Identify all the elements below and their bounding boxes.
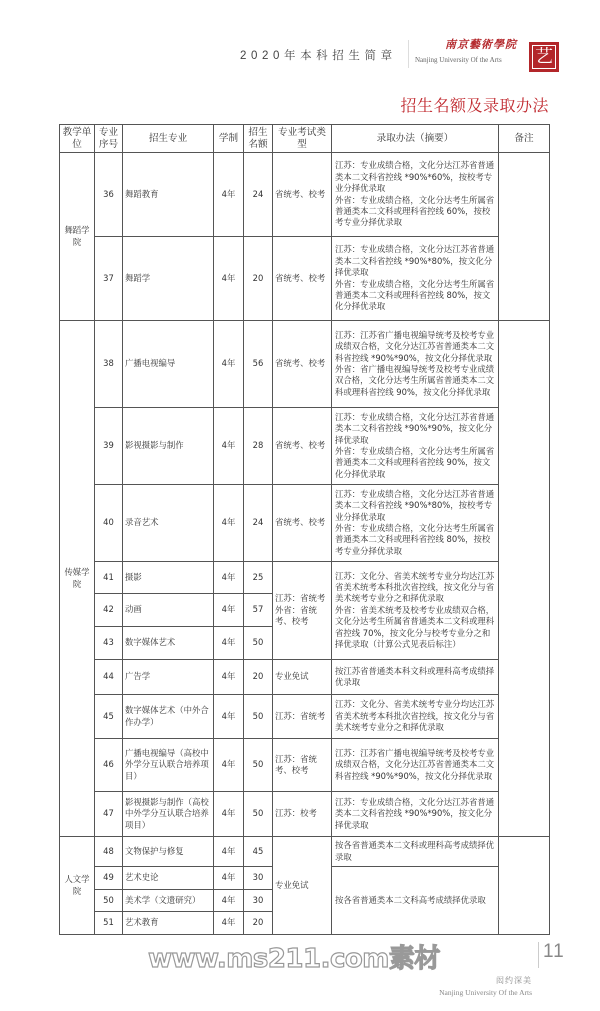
table-row (60, 660, 550, 695)
header-notes: 备注 (499, 125, 550, 153)
table-row (60, 237, 550, 321)
exam-type-cell: 专业免试 (273, 660, 332, 695)
quota-cell: 28 (244, 408, 273, 485)
major-cell: 艺术教育 (123, 912, 214, 935)
seq-cell: 42 (95, 594, 123, 627)
exam-type-cell: 江苏：省统考 外省：省统考、校考 (273, 562, 332, 660)
duration-cell: 4年 (214, 739, 244, 792)
method-other-provinces: 外省：省美术统考及校考专业成绩双合格，文化分达考生所属省普通类本二文科或理科省控线 70%，按文化分与校考专业分之和择优录取（计算公式见表后标注） (335, 604, 495, 649)
quota-cell: 50 (244, 739, 273, 792)
duration-cell: 4年 (214, 485, 244, 562)
unit-cell: 舞蹈学院 (60, 153, 95, 321)
method-jiangsu: 江苏：江苏省广播电视编导统考及校考专业成绩双合格，文化分达江苏省普通类本二文科省控线 *90%*90%，按文化分择优录取 (335, 329, 495, 363)
section-title: 招生名额及录取办法 (400, 96, 549, 115)
major-cell: 广告学 (123, 660, 214, 695)
exam-type-cell: 江苏：校考 (273, 792, 332, 837)
quota-cell: 50 (244, 792, 273, 837)
duration-cell: 4年 (214, 627, 244, 660)
seq-cell: 46 (95, 739, 123, 792)
exam-type-cell: 专业免试 (273, 837, 332, 935)
duration-cell: 4年 (214, 837, 244, 867)
major-cell: 美术学（文遗研究） (123, 890, 214, 912)
quota-cell: 45 (244, 837, 273, 867)
notes-cell (499, 153, 550, 321)
duration-cell: 4年 (214, 562, 244, 594)
quota-cell: 20 (244, 660, 273, 695)
method-other-provinces: 外省：省广播电视编导统考及校考专业成绩双合格，文化分达考生所属省普通类本二文科或理科省控线 90%，按文化分择优录取 (335, 364, 495, 397)
table-row (60, 695, 550, 739)
major-cell: 舞蹈学 (123, 237, 214, 321)
method-jiangsu: 江苏：专业成绩合格，文化分达江苏省普通类本二文科省控线 *90%*80%，按文化分择优录取 (335, 244, 495, 278)
method-jiangsu: 江苏：专业成绩合格，文化分达江苏省普通类本二文科省控线 *90%*60%，按校考专业分择优录取 (335, 160, 495, 194)
quota-cell: 24 (244, 153, 273, 237)
table-row (60, 153, 550, 237)
quota-cell: 25 (244, 562, 273, 594)
seq-cell: 37 (95, 237, 123, 321)
seq-cell: 44 (95, 660, 123, 695)
method-cell (332, 408, 499, 485)
method-jiangsu: 江苏：专业成绩合格，文化分达江苏省普通类本二文科省控线 *90%*90%，按文化分择优录取 (335, 796, 495, 830)
quota-cell: 30 (244, 867, 273, 890)
method-text: 按各省普通类本二文科或理科高考成绩择优录取 (335, 840, 495, 862)
major-cell: 舞蹈教育 (123, 153, 214, 237)
table-header-row (60, 125, 550, 153)
admission-table (59, 124, 550, 935)
major-cell: 动画 (123, 594, 214, 627)
seq-cell: 41 (95, 562, 123, 594)
method-cell (332, 237, 499, 321)
method-cell (332, 792, 499, 837)
footer-divider (538, 942, 539, 968)
method-cell (332, 837, 499, 867)
seq-cell: 36 (95, 153, 123, 237)
method-cell (332, 867, 499, 935)
unit-cell: 传媒学院 (60, 321, 95, 837)
table-row (60, 485, 550, 562)
quota-cell: 20 (244, 912, 273, 935)
seq-cell: 40 (95, 485, 123, 562)
header-method: 录取办法（摘要） (332, 125, 499, 153)
page-number: 11 (543, 941, 565, 962)
method-cell (332, 660, 499, 695)
notes-cell (499, 837, 550, 935)
watermark: www.ms211.com素材 (148, 944, 440, 974)
table-row (60, 562, 550, 594)
exam-type-cell: 省统考、校考 (273, 408, 332, 485)
university-logo-cn: 南京藝術學院 (445, 38, 517, 51)
seq-cell: 50 (95, 890, 123, 912)
duration-cell: 4年 (214, 408, 244, 485)
duration-cell: 4年 (214, 153, 244, 237)
quota-cell: 24 (244, 485, 273, 562)
quota-cell: 20 (244, 237, 273, 321)
seq-cell: 49 (95, 867, 123, 890)
header-quota: 招生名额 (244, 125, 273, 153)
method-text: 按江苏省普通类本科文科或理科高考成绩择优录取 (335, 665, 495, 687)
quota-cell: 57 (244, 594, 273, 627)
notes-cell (499, 321, 550, 837)
seq-cell: 39 (95, 408, 123, 485)
method-text: 按各省普通类本二文科高考成绩择优录取 (335, 894, 486, 905)
seq-cell: 48 (95, 837, 123, 867)
seq-cell: 43 (95, 627, 123, 660)
method-other-provinces: 外省：专业成绩合格，文化分达考生所属省普通类本二文科或理科省控线 60%，按校考专业分择优录取 (335, 194, 495, 228)
exam-type-cell: 省统考、校考 (273, 321, 332, 408)
table-row (60, 408, 550, 485)
header-major: 招生专业 (123, 125, 214, 153)
major-cell: 艺术史论 (123, 867, 214, 890)
major-cell: 数字媒体艺术（中外合作办学） (123, 695, 214, 739)
duration-cell: 4年 (214, 912, 244, 935)
major-cell: 广播电视编导 (123, 321, 214, 408)
major-cell: 数字媒体艺术 (123, 627, 214, 660)
brochure-title: 2020年本科招生简章 (240, 50, 397, 62)
duration-cell: 4年 (214, 594, 244, 627)
quota-cell: 50 (244, 695, 273, 739)
method-other-provinces: 外省：专业成绩合格，文化分达考生所属省普通类本二文科或理科省控线 90%，按文化分择优录取 (335, 446, 495, 479)
exam-type-cell: 江苏：省统考 (273, 695, 332, 739)
major-cell: 文物保护与修复 (123, 837, 214, 867)
university-logo-en: Nanjing University Of the Arts (415, 56, 502, 64)
duration-cell: 4年 (214, 695, 244, 739)
method-cell (332, 321, 499, 408)
exam-type-cell: 省统考、校考 (273, 153, 332, 237)
exam-type-cell: 省统考、校考 (273, 485, 332, 562)
duration-cell: 4年 (214, 660, 244, 695)
method-jiangsu: 江苏：专业成绩合格，文化分达江苏省普通类本二文科省控线 *90%*90%，按文化分择优录取 (335, 411, 495, 445)
table-row (60, 792, 550, 837)
duration-cell: 4年 (214, 890, 244, 912)
seq-cell: 38 (95, 321, 123, 408)
header-divider (408, 40, 409, 68)
method-cell (332, 695, 499, 739)
seq-cell: 51 (95, 912, 123, 935)
method-other-provinces: 外省：专业成绩合格，文化分达考生所属省普通类本二文科或理科省控线 80%，按校考专业分择优录取 (335, 523, 495, 556)
university-seal-icon: 艺 (529, 42, 559, 72)
footer-motto: 闳约深美 (496, 976, 532, 985)
table-row (60, 739, 550, 792)
duration-cell: 4年 (214, 867, 244, 890)
header-exam-type: 专业考试类型 (273, 125, 332, 153)
method-cell (332, 739, 499, 792)
table-row (60, 837, 550, 867)
major-cell: 录音艺术 (123, 485, 214, 562)
header-unit: 教学单位 (60, 125, 95, 153)
quota-cell: 50 (244, 627, 273, 660)
method-other-provinces: 外省：专业成绩合格，文化分达考生所属省普通类本二文科或理科省控线 80%，按文化分择优录取 (335, 278, 495, 312)
table-row (60, 321, 550, 408)
method-jiangsu: 江苏：专业成绩合格，文化分达江苏省普通类本二文科省控线 *90%*80%，按校考专业分择优录取 (335, 488, 495, 522)
method-jiangsu: 江苏：文化分、省美术统考专业分均达江苏省美术统考本科批次省控线，按文化分与省美术统考专业分之和择优录取 (335, 699, 495, 733)
major-cell: 影视摄影与制作（高校中外学分互认联合培养项目） (123, 792, 214, 837)
method-jiangsu: 江苏：文化分、省美术统考专业分均达江苏省美术统考本科批次省控线，按文化分与省美术统考专业分之和择优录取 (335, 570, 495, 604)
duration-cell: 4年 (214, 321, 244, 408)
exam-type-cell: 江苏：省统考、校考 (273, 739, 332, 792)
header-duration: 学制 (214, 125, 244, 153)
unit-cell: 人文学院 (60, 837, 95, 935)
quota-cell: 30 (244, 890, 273, 912)
method-cell (332, 485, 499, 562)
major-cell: 影视摄影与制作 (123, 408, 214, 485)
footer-university-en: Nanjing University Of the Arts (439, 988, 532, 997)
major-cell: 广播电视编导（高校中外学分互认联合培养项目） (123, 739, 214, 792)
exam-type-cell: 省统考、校考 (273, 237, 332, 321)
header-seq: 专业序号 (95, 125, 123, 153)
duration-cell: 4年 (214, 237, 244, 321)
method-jiangsu: 江苏：江苏省广播电视编导统考及校考专业成绩双合格，文化分达江苏省普通类本二文科省控线 *90%*90%，按文化分择优录取 (335, 747, 495, 781)
quota-cell: 56 (244, 321, 273, 408)
major-cell: 摄影 (123, 562, 214, 594)
seq-cell: 47 (95, 792, 123, 837)
method-cell (332, 562, 499, 660)
duration-cell: 4年 (214, 792, 244, 837)
seq-cell: 45 (95, 695, 123, 739)
method-cell (332, 153, 499, 237)
